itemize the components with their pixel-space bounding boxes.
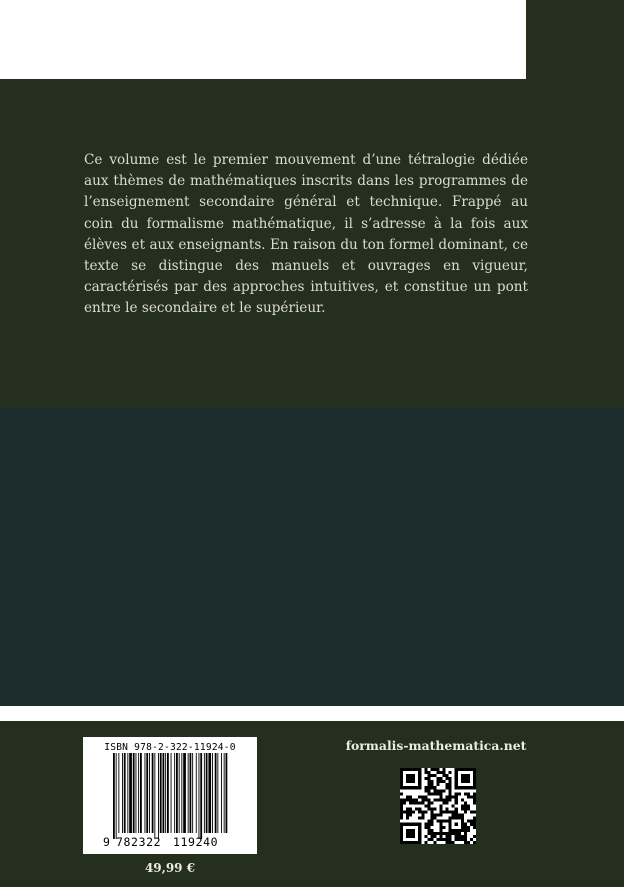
- qr-module: [455, 814, 458, 817]
- qr-module: [406, 829, 415, 838]
- qr-module: [424, 835, 427, 838]
- qr-module: [424, 771, 427, 774]
- qr-module: [467, 841, 470, 844]
- qr-module: [446, 811, 449, 814]
- qr-module: [433, 832, 436, 835]
- qr-module: [452, 832, 455, 835]
- barcode-bar: [165, 753, 166, 833]
- qr-module: [455, 838, 458, 841]
- qr-module: [400, 804, 403, 807]
- qr-module: [464, 835, 467, 838]
- qr-module: [418, 808, 421, 811]
- qr-module: [470, 811, 473, 814]
- qr-module: [406, 808, 409, 811]
- qr-module: [436, 783, 439, 786]
- barcode-bar: [149, 753, 150, 833]
- qr-module: [415, 801, 418, 804]
- qr-module: [449, 789, 452, 792]
- qr-module: [443, 832, 446, 835]
- barcode-bar: [113, 753, 115, 839]
- qr-module: [455, 795, 458, 798]
- barcode-bar: [174, 753, 175, 833]
- qr-module: [443, 774, 446, 777]
- qr-module: [461, 808, 464, 811]
- qr-module: [430, 817, 433, 820]
- qr-module: [430, 814, 433, 817]
- barcode-bar: [127, 753, 128, 833]
- qr-module: [449, 838, 452, 841]
- qr-module: [446, 820, 449, 823]
- qr-module: [467, 829, 470, 832]
- qr-module: [424, 786, 427, 789]
- qr-module: [436, 820, 439, 823]
- qr-module: [400, 814, 403, 817]
- qr-module: [427, 838, 430, 841]
- qr-module: [449, 795, 452, 798]
- barcode-bar: [200, 753, 202, 839]
- qr-module: [427, 823, 430, 826]
- qr-module: [409, 808, 412, 811]
- qr-module: [427, 771, 430, 774]
- barcode-bar: [158, 753, 159, 839]
- qr-module: [400, 817, 403, 820]
- qr-module: [449, 835, 452, 838]
- qr-module: [458, 814, 461, 817]
- qr-module: [473, 841, 476, 844]
- barcode-bar: [167, 753, 169, 833]
- qr-module: [443, 838, 446, 841]
- qr-module: [452, 804, 455, 807]
- qr-module: [461, 838, 464, 841]
- barcode-bar: [204, 753, 205, 833]
- qr-module: [436, 792, 439, 795]
- qr-module: [461, 835, 464, 838]
- divider-rule: [0, 706, 624, 721]
- qr-module: [449, 783, 452, 786]
- qr-module: [424, 811, 427, 814]
- qr-module: [424, 795, 427, 798]
- barcode-bar: [206, 753, 208, 833]
- qr-module: [433, 768, 436, 771]
- qr-module: [403, 811, 406, 814]
- qr-module: [436, 814, 439, 817]
- qr-module: [440, 823, 443, 826]
- barcode-left-digits: 782322: [116, 835, 162, 849]
- qr-module: [464, 823, 467, 826]
- qr-module: [446, 798, 449, 801]
- qr-module: [446, 808, 449, 811]
- qr-module: [464, 826, 467, 829]
- qr-module: [400, 792, 403, 795]
- qr-module: [427, 832, 430, 835]
- qr-module: [427, 789, 430, 792]
- qr-module: [424, 826, 427, 829]
- qr-module: [427, 804, 430, 807]
- qr-module: [433, 841, 436, 844]
- qr-module: [433, 774, 436, 777]
- qr-module: [418, 795, 421, 798]
- qr-module: [430, 808, 433, 811]
- barcode-bar: [221, 753, 222, 833]
- qr-module: [440, 771, 443, 774]
- qr-module: [406, 817, 409, 820]
- qr-module: [446, 786, 449, 789]
- qr-module: [440, 811, 443, 814]
- qr-module: [461, 804, 464, 807]
- barcode-bar: [196, 753, 197, 833]
- qr-module: [458, 832, 461, 835]
- barcode-bar: [152, 753, 154, 833]
- barcode-bar: [154, 753, 155, 839]
- qr-module: [449, 777, 452, 780]
- barcode-bar: [176, 753, 178, 833]
- qr-module: [449, 798, 452, 801]
- qr-module: [449, 832, 452, 835]
- qr-module: [427, 792, 430, 795]
- qr-module: [449, 811, 452, 814]
- qr-module: [430, 811, 433, 814]
- qr-module: [464, 829, 467, 832]
- qr-module: [430, 774, 433, 777]
- qr-module: [449, 786, 452, 789]
- qr-module: [430, 768, 433, 771]
- qr-module: [446, 838, 449, 841]
- qr-module: [427, 829, 430, 832]
- qr-module: [433, 798, 436, 801]
- qr-module: [446, 835, 449, 838]
- barcode-bar: [133, 753, 135, 833]
- qr-module: [443, 798, 446, 801]
- qr-code-icon: [400, 768, 476, 844]
- qr-module: [421, 795, 424, 798]
- qr-module: [440, 808, 443, 811]
- qr-module: [418, 811, 421, 814]
- qr-module: [467, 808, 470, 811]
- qr-module: [403, 798, 406, 801]
- qr-module: [464, 792, 467, 795]
- qr-module: [473, 801, 476, 804]
- barcode-bar: [160, 753, 162, 833]
- qr-module: [443, 811, 446, 814]
- barcode-right-digits: 119240: [173, 835, 219, 849]
- qr-module: [440, 814, 443, 817]
- barcode-bar: [224, 753, 225, 833]
- qr-module: [430, 829, 433, 832]
- qr-module: [424, 789, 427, 792]
- qr-module: [424, 768, 427, 771]
- qr-module: [400, 811, 403, 814]
- qr-module: [436, 838, 439, 841]
- qr-module: [427, 777, 430, 780]
- qr-module: [430, 801, 433, 804]
- qr-module: [430, 820, 433, 823]
- qr-module: [427, 780, 430, 783]
- qr-module: [458, 838, 461, 841]
- qr-module: [446, 774, 449, 777]
- qr-module: [430, 786, 433, 789]
- qr-module: [400, 808, 403, 811]
- qr-module: [473, 792, 476, 795]
- barcode-bar: [118, 753, 119, 833]
- qr-module: [455, 792, 458, 795]
- qr-module: [461, 814, 464, 817]
- qr-module: [436, 771, 439, 774]
- qr-module: [467, 820, 470, 823]
- barcode-bar: [192, 753, 193, 833]
- barcode-bar: [179, 753, 180, 833]
- qr-module: [449, 780, 452, 783]
- qr-module: [409, 798, 412, 801]
- qr-module: [443, 780, 446, 783]
- barcode-bar: [163, 753, 165, 833]
- qr-module: [464, 841, 467, 844]
- qr-module: [473, 835, 476, 838]
- qr-module: [473, 811, 476, 814]
- qr-module: [403, 801, 406, 804]
- qr-module: [430, 832, 433, 835]
- qr-module: [427, 820, 430, 823]
- qr-module: [427, 798, 430, 801]
- qr-module: [461, 798, 464, 801]
- price: 49,99 €: [144, 861, 196, 875]
- qr-module: [473, 820, 476, 823]
- barcode-bar: [208, 753, 211, 833]
- qr-module: [443, 789, 446, 792]
- qr-module: [446, 777, 449, 780]
- qr-module: [412, 801, 415, 804]
- qr-module: [430, 823, 433, 826]
- isbn-barcode-block: [83, 737, 257, 854]
- qr-module: [440, 792, 443, 795]
- qr-module: [433, 814, 436, 817]
- qr-module: [440, 820, 443, 823]
- qr-module: [458, 792, 461, 795]
- qr-module: [421, 814, 424, 817]
- barcode-bar: [140, 753, 142, 833]
- qr-module: [412, 811, 415, 814]
- qr-module: [473, 817, 476, 820]
- qr-module: [430, 838, 433, 841]
- qr-module: [440, 780, 443, 783]
- qr-module: [424, 798, 427, 801]
- qr-module: [473, 798, 476, 801]
- qr-module: [406, 774, 415, 783]
- qr-module: [427, 774, 430, 777]
- qr-module: [440, 798, 443, 801]
- qr-module: [418, 801, 421, 804]
- barcode-bar: [171, 753, 172, 833]
- qr-module: [470, 823, 473, 826]
- qr-module: [427, 786, 430, 789]
- qr-module: [467, 795, 470, 798]
- qr-module: [436, 780, 439, 783]
- qr-module: [421, 817, 424, 820]
- qr-module: [400, 801, 403, 804]
- qr-module: [430, 835, 433, 838]
- qr-module: [424, 777, 427, 780]
- barcode-bar: [146, 753, 148, 833]
- qr-module: [421, 801, 424, 804]
- qr-module: [430, 780, 433, 783]
- qr-module: [436, 768, 439, 771]
- qr-module: [467, 792, 470, 795]
- qr-module: [446, 801, 449, 804]
- qr-module: [449, 771, 452, 774]
- barcode-bar: [215, 753, 217, 833]
- qr-module: [440, 777, 443, 780]
- qr-module: [406, 798, 409, 801]
- qr-module: [430, 792, 433, 795]
- qr-module: [443, 820, 446, 823]
- qr-module: [433, 789, 436, 792]
- qr-module: [412, 798, 415, 801]
- qr-module: [400, 798, 403, 801]
- barcode-bar: [129, 753, 132, 833]
- barcode-bar: [190, 753, 192, 833]
- qr-module: [446, 841, 449, 844]
- back-cover-blurb: Ce volume est le premier mouvement d’une tétralogie dédiée aux thèmes de mathématiques inscrits dans les programmes de l’enseignement secondaire général et technique. Frappé au coin du formalisme mathématique, il s’adresse à la fois aux élèves et aux enseignants. En raison du ton formel dominant, ce texte se distingue des manuels et ouvrages en vigueur, caractérisés par des approches intuitives, et constitue un pont entre le secondaire et le supérieur.: [84, 152, 528, 317]
- qr-module: [464, 804, 467, 807]
- qr-module: [455, 832, 458, 835]
- barcode-bar: [199, 753, 200, 839]
- qr-module: [464, 808, 467, 811]
- qr-module: [436, 832, 439, 835]
- qr-module: [452, 795, 455, 798]
- qr-module: [464, 832, 467, 835]
- qr-module: [455, 823, 458, 826]
- barcode-bar: [212, 753, 213, 833]
- qr-module: [436, 777, 439, 780]
- qr-module: [440, 789, 443, 792]
- qr-module: [433, 786, 436, 789]
- qr-module: [443, 771, 446, 774]
- barcode-bar: [116, 753, 117, 839]
- qr-module: [406, 795, 409, 798]
- qr-module: [455, 811, 458, 814]
- qr-module: [427, 801, 430, 804]
- qr-module: [452, 811, 455, 814]
- barcode-bar: [226, 753, 228, 833]
- qr-module: [436, 789, 439, 792]
- qr-module: [464, 801, 467, 804]
- qr-module: [409, 801, 412, 804]
- barcode-bar: [145, 753, 146, 833]
- qr-module: [424, 823, 427, 826]
- qr-module: [470, 838, 473, 841]
- qr-module: [443, 801, 446, 804]
- qr-module: [418, 817, 421, 820]
- decorative-band: [0, 408, 624, 706]
- qr-module: [449, 841, 452, 844]
- qr-module: [470, 820, 473, 823]
- qr-module: [440, 832, 443, 835]
- qr-module: [427, 826, 430, 829]
- qr-module: [433, 792, 436, 795]
- qr-module: [446, 832, 449, 835]
- qr-module: [446, 795, 449, 798]
- barcode-bar: [122, 753, 123, 833]
- qr-module: [440, 829, 443, 832]
- qr-module: [455, 801, 458, 804]
- barcode-bar: [188, 753, 189, 833]
- qr-module: [436, 798, 439, 801]
- website-url: formalis-mathematica.net: [345, 738, 527, 753]
- qr-module: [421, 798, 424, 801]
- top-white-panel: [0, 0, 526, 79]
- qr-module: [440, 804, 443, 807]
- barcode-icon: [83, 737, 257, 854]
- qr-module: [443, 826, 446, 829]
- qr-module: [415, 808, 418, 811]
- barcode-bar: [136, 753, 137, 833]
- qr-module: [464, 838, 467, 841]
- qr-module: [464, 811, 467, 814]
- qr-module: [446, 783, 449, 786]
- qr-module: [467, 804, 470, 807]
- qr-module: [455, 808, 458, 811]
- qr-module: [455, 835, 458, 838]
- barcode-bar: [124, 753, 126, 833]
- barcode-bar: [181, 753, 182, 833]
- qr-module: [443, 768, 446, 771]
- qr-module: [461, 774, 470, 783]
- qr-module: [467, 826, 470, 829]
- qr-module: [452, 841, 455, 844]
- qr-module: [440, 835, 443, 838]
- qr-module: [440, 826, 443, 829]
- qr-module: [473, 826, 476, 829]
- qr-module: [427, 808, 430, 811]
- qr-module: [409, 811, 412, 814]
- qr-module: [406, 814, 409, 817]
- qr-module: [452, 814, 455, 817]
- qr-module: [409, 795, 412, 798]
- qr-module: [427, 783, 430, 786]
- barcode-bar: [183, 753, 186, 833]
- qr-module: [433, 808, 436, 811]
- qr-module: [470, 795, 473, 798]
- qr-module: [421, 811, 424, 814]
- qr-module: [458, 835, 461, 838]
- barcode-bar: [217, 753, 218, 833]
- qr-module: [449, 792, 452, 795]
- qr-module: [473, 823, 476, 826]
- qr-module: [409, 814, 412, 817]
- qr-module: [440, 838, 443, 841]
- qr-module: [455, 798, 458, 801]
- qr-module: [440, 795, 443, 798]
- qr-module: [433, 817, 436, 820]
- qr-module: [415, 798, 418, 801]
- isbn-label: ISBN 978-2-322-11924-0: [104, 742, 236, 753]
- qr-module: [406, 811, 409, 814]
- qr-module: [430, 783, 433, 786]
- barcode-first-digit: 9: [103, 835, 110, 849]
- qr-module: [424, 841, 427, 844]
- qr-module: [433, 835, 436, 838]
- barcode-bar: [138, 753, 139, 833]
- qr-module: [424, 804, 427, 807]
- qr-module: [473, 795, 476, 798]
